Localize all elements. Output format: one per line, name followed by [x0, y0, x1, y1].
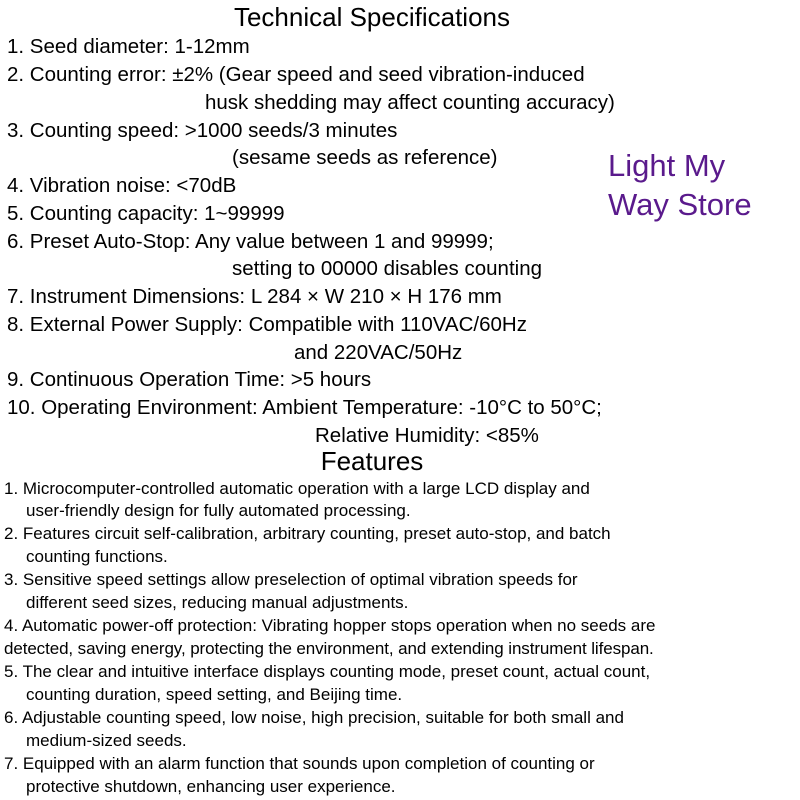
feature-line: 7. Equipped with an alarm function that sounds upon completion of counting or [4, 754, 595, 773]
spec-line: 6. Preset Auto-Stop: Any value between 1 and 99999; [7, 230, 494, 253]
features-heading: Features [320, 446, 424, 476]
spec-line: Relative Humidity: <85% [315, 424, 539, 447]
feature-line: 1. Microcomputer-controlled automatic operation with a large LCD display and [4, 479, 590, 498]
spec-line: 4. Vibration noise: <70dB [7, 174, 237, 197]
technical-specifications-heading: Technical Specifications [233, 2, 511, 32]
feature-line: 3. Sensitive speed settings allow preselection of optimal vibration speeds for [4, 570, 578, 589]
feature-line: medium-sized seeds. [26, 731, 187, 750]
feature-line: protective shutdown, enhancing user experience. [26, 777, 396, 796]
feature-line: 6. Adjustable counting speed, low noise, high precision, suitable for both small and [4, 708, 624, 727]
feature-line: 4. Automatic power-off protection: Vibrating hopper stops operation when no seeds are [4, 616, 656, 635]
feature-line: 5. The clear and intuitive interface displays counting mode, preset count, actual count, [4, 662, 651, 681]
spec-line: 5. Counting capacity: 1~99999 [7, 202, 285, 225]
spec-line: 8. External Power Supply: Compatible with 110VAC/60Hz [7, 313, 527, 336]
feature-line: counting functions. [26, 547, 168, 566]
feature-line: detected, saving energy, protecting the environment, and extending instrument lifespan. [4, 639, 654, 658]
spec-line: (sesame seeds as reference) [232, 146, 498, 169]
spec-line: 1. Seed diameter: 1-12mm [7, 35, 250, 58]
spec-line: 9. Continuous Operation Time: >5 hours [7, 368, 372, 391]
spec-line: 7. Instrument Dimensions: L 284 × W 210 × H 176 mm [7, 285, 502, 308]
spec-line: 10. Operating Environment: Ambient Temperature: -10°C to 50°C; [7, 396, 602, 419]
spec-line: and 220VAC/50Hz [294, 341, 463, 364]
feature-line: 2. Features circuit self-calibration, arbitrary counting, preset auto-stop, and batch [4, 524, 611, 543]
feature-line: user-friendly design for fully automated processing. [26, 501, 411, 520]
store-name-line: Way Store [608, 187, 752, 222]
spec-line: 2. Counting error: ±2% (Gear speed and seed vibration-induced [7, 63, 585, 86]
store-name-watermark [608, 146, 752, 224]
spec-line: husk shedding may affect counting accuracy) [205, 91, 615, 114]
feature-line: counting duration, speed setting, and Beijing time. [26, 685, 403, 704]
feature-line: different seed sizes, reducing manual adjustments. [26, 593, 409, 612]
store-name-line: Light My [608, 148, 726, 183]
spec-line: 3. Counting speed: >1000 seeds/3 minutes [7, 119, 398, 142]
spec-line: setting to 00000 disables counting [232, 257, 543, 280]
